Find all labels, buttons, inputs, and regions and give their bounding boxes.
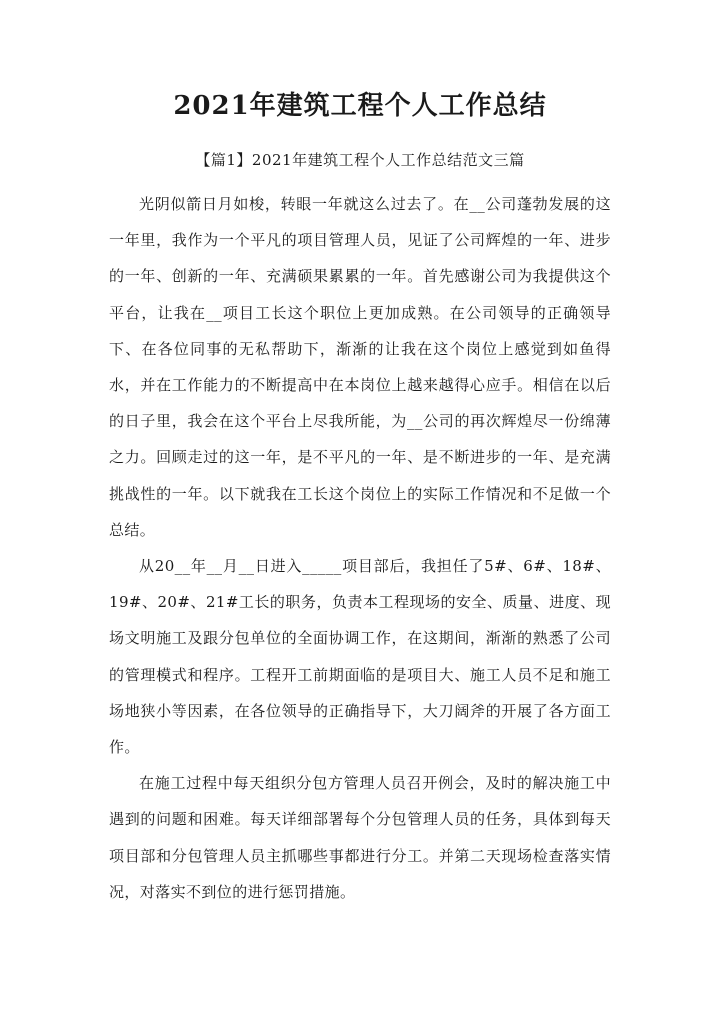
document-body (109, 186, 611, 910)
section-heading: 【篇1】2021年建筑工程个人工作总结范文三篇 (195, 151, 525, 169)
paragraph: 光阴似箭日月如梭，转眼一年就这么过去了。在__公司蓬勃发展的这一年里，我作为一个平凡的项目管理人员，见证了公司辉煌的一年、进步的一年、创新的一年、充满硕果累累的一年。首先感谢公司为我提供这个平台，让我在__项目工长这个职位上更加成熟。在公司领导的正确领导下、在各位同事的无私帮助下，渐渐的让我在这个岗位上感觉到如鱼得水，并在工作能力的不断提高中在本岗位上越来越得心应手。相信在以后的日子里，我会在这个平台上尽我所能，为__公司的再次辉煌尽一份绵薄之力。回顾走过的这一年，是不平凡的一年、是不断进步的一年、是充满挑战性的一年。以下就我在工长这个岗位上的实际工作情况和不足做一个总结。 (109, 195, 611, 539)
document-title: 2021年建筑工程个人工作总结 (173, 91, 547, 121)
paragraph: 在施工过程中每天组织分包方管理人员召开例会，及时的解决施工中遇到的问题和困难。每天详细部署每个分包管理人员的任务，具体到每天项目部和分包管理人员主抓哪些事都进行分工。并第二天现场检查落实情况，对落实不到位的进行惩罚措施。 (109, 774, 611, 901)
paragraph: 从20__年__月__日进入_____项目部后，我担任了5#、6#、18#、19#、20#、21#工长的职务，负责本工程现场的安全、质量、进度、现场文明施工及跟分包单位的全面协调工作，在这期间，渐渐的熟悉了公司的管理模式和程序。工程开工前期面临的是项目大、施工人员不足和施工场地狭小等因素，在各位领导的正确指导下，大刀阔斧的开展了各方面工作。 (109, 557, 611, 757)
